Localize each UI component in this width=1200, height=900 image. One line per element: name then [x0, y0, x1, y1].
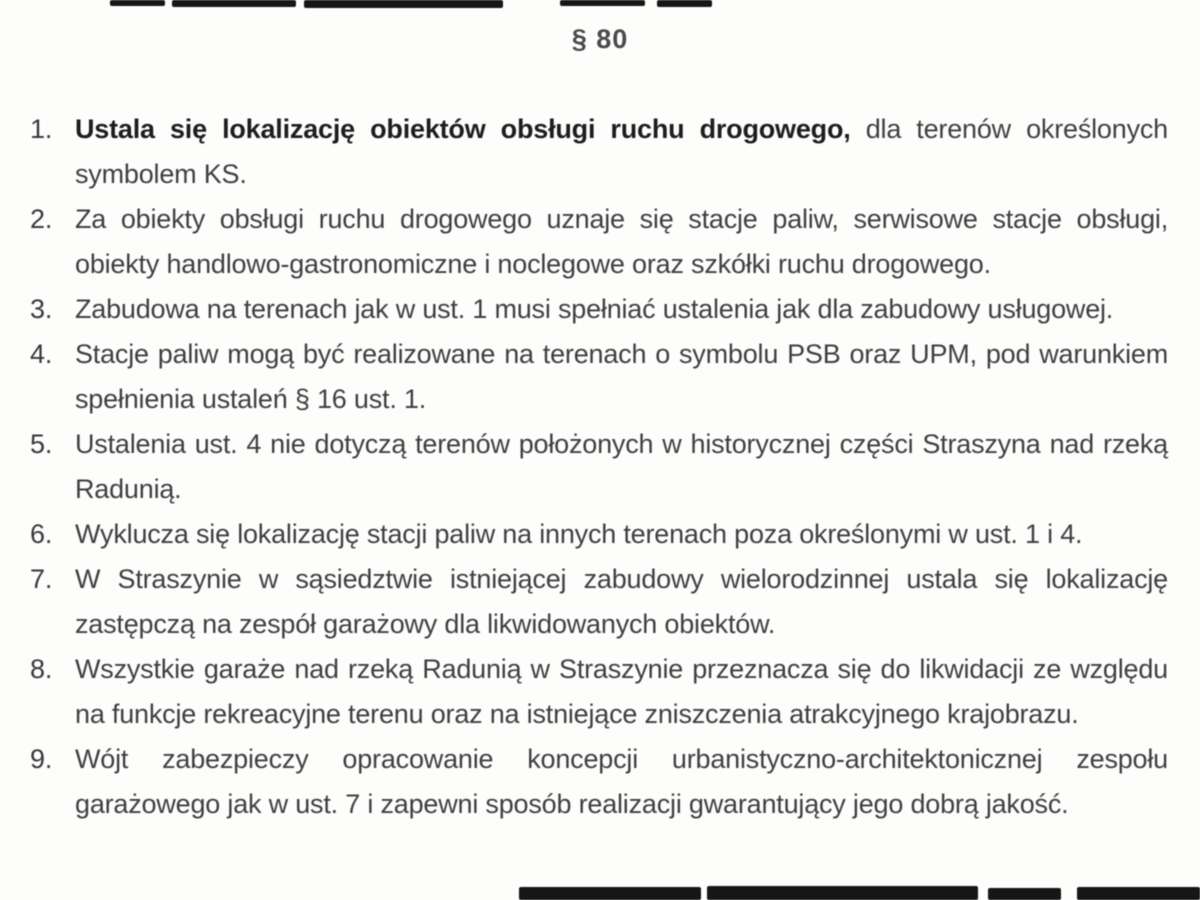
- numbered-paragraph-list: [30, 107, 1168, 827]
- item-regular-text: Za obiekty obsługi ruchu drogowego uznaje się stacje paliw, serwisowe stacje obsługi, obiekty handlowo-gastronomiczne i noclegowe oraz szkółki ruchu drogowego.: [75, 204, 1168, 279]
- item-number: 3.: [30, 294, 53, 324]
- item-text: [75, 422, 1168, 512]
- item-text: [75, 197, 1168, 287]
- cropped-text-fragment-bottom: [519, 887, 701, 900]
- list-item: [30, 287, 1168, 332]
- item-text: [75, 107, 1168, 197]
- list-item: [30, 737, 1168, 827]
- item-text: [75, 647, 1168, 737]
- list-item: [30, 332, 1168, 422]
- item-number: 4.: [30, 339, 53, 369]
- item-number: 7.: [30, 564, 53, 594]
- cropped-text-fragment-bottom: [707, 886, 978, 900]
- list-item: [30, 107, 1168, 197]
- item-regular-text: Zabudowa na terenach jak w ust. 1 musi spełniać ustalenia jak dla zabudowy usługowej.: [75, 294, 1114, 324]
- item-number: 9.: [30, 744, 53, 774]
- item-regular-text: Wójt zabezpieczy opracowanie koncepcji urbanistyczno-architektonicznej zespołu garażowego jak w ust. 7 i zapewni sposób realizacji gwarantujący jego dobrą jakość.: [75, 744, 1168, 819]
- list-item: [30, 197, 1168, 287]
- section-heading: § 80: [571, 24, 629, 54]
- item-text: [75, 332, 1168, 422]
- item-regular-text: Wyklucza się lokalizację stacji paliw na innych terenach poza określonymi w ust. 1 i 4.: [75, 519, 1083, 549]
- item-number: 6.: [30, 519, 53, 549]
- item-regular-text: W Straszynie w sąsiedztwie istniejącej zabudowy wielorodzinnej ustala się lokalizację zastępczą na zespół garażowy dla likwidowanych obiektów.: [75, 564, 1168, 639]
- list-item: [30, 647, 1168, 737]
- item-regular-text: Stacje paliw mogą być realizowane na terenach o symbolu PSB oraz UPM, pod warunkiem spełnienia ustaleń § 16 ust. 1.: [75, 339, 1168, 414]
- item-regular-text: Ustalenia ust. 4 nie dotyczą terenów położonych w historycznej części Straszyna nad rzeką Radunią.: [75, 429, 1168, 504]
- item-text: [75, 737, 1168, 827]
- item-regular-text: Wszystkie garaże nad rzeką Radunią w Straszynie przeznacza się do likwidacji ze względu na funkcje rekreacyjne terenu oraz na istniejące zniszczenia atrakcyjnego krajobrazu.: [75, 654, 1168, 729]
- list-item: [30, 422, 1168, 512]
- cropped-text-fragment-bottom: [988, 888, 1061, 900]
- item-number: 8.: [30, 654, 53, 684]
- item-number: 2.: [30, 204, 53, 234]
- list-item: [30, 557, 1168, 647]
- item-number: 1.: [30, 114, 53, 144]
- item-text: [75, 557, 1168, 647]
- list-item: [30, 512, 1168, 557]
- item-text: [75, 287, 1168, 332]
- item-regular-text: dla terenów określonych symbolem KS.: [75, 114, 1168, 189]
- item-text: [75, 512, 1168, 557]
- item-bold-text: Ustala się lokalizację obiektów obsługi ruchu drogowego,: [75, 114, 851, 144]
- item-number: 5.: [30, 429, 53, 459]
- cropped-text-fragment-bottom: [1077, 887, 1200, 900]
